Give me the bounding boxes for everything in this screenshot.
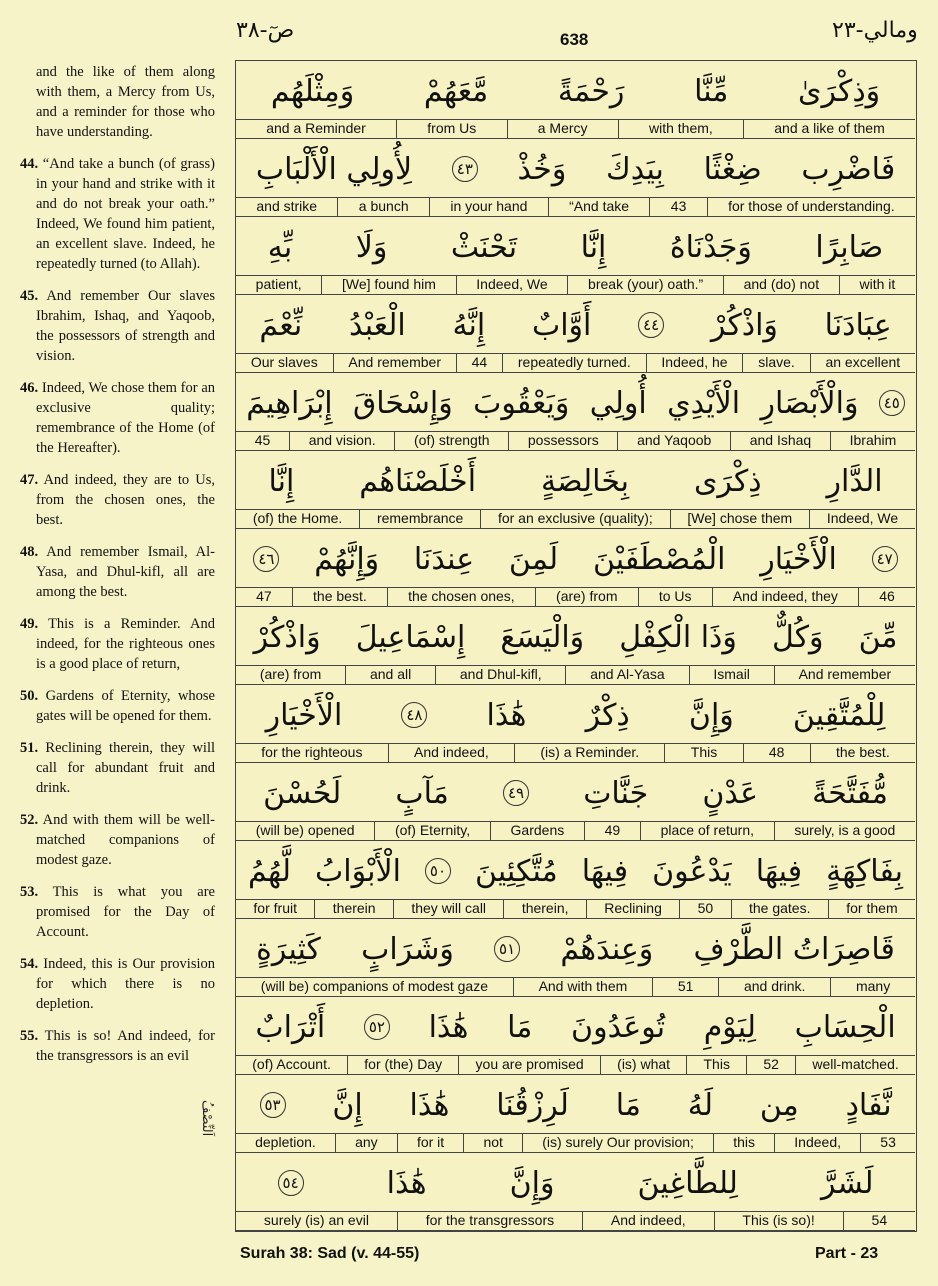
gloss-cell: This (is so)! bbox=[714, 1212, 843, 1230]
gloss-cell: a bunch bbox=[337, 198, 429, 216]
gloss-cell: many bbox=[830, 978, 915, 996]
arabic-word: وَكُلٌّ bbox=[771, 619, 824, 655]
english-gloss-line bbox=[236, 353, 915, 372]
gloss-cell: and strike bbox=[256, 198, 318, 214]
arabic-word: فَاضْرِب bbox=[801, 151, 896, 187]
gloss-cell: Indeed, We bbox=[456, 276, 568, 294]
arabic-word: وَعِندَهُمْ bbox=[560, 931, 654, 967]
verse-row bbox=[236, 295, 915, 373]
english-gloss-line bbox=[236, 1055, 915, 1074]
arabic-word: ضِغْثًا bbox=[703, 151, 762, 187]
verse-marker: ٥٣ bbox=[260, 1092, 286, 1118]
gloss-cell: they will call bbox=[393, 900, 503, 918]
arabic-word: رَحْمَةً bbox=[557, 73, 625, 109]
gloss-cell: [We] found him bbox=[321, 276, 455, 294]
arabic-word: لِيَوْمِ bbox=[703, 1009, 756, 1045]
english-gloss-line bbox=[236, 821, 915, 840]
arabic-line bbox=[236, 841, 915, 901]
arabic-word: وَشَرَابٍ bbox=[361, 931, 454, 967]
verse-row bbox=[236, 685, 915, 763]
arabic-word: بِّهِ bbox=[267, 229, 293, 265]
arabic-word: بِيَدِكَ bbox=[606, 151, 664, 187]
arabic-line bbox=[236, 763, 915, 823]
arabic-word: عِندَنَا bbox=[413, 541, 475, 577]
arabic-word: الدَّارِ bbox=[826, 463, 883, 499]
gloss-cell: with it bbox=[839, 276, 915, 294]
gloss-verse-number: 44 bbox=[456, 354, 502, 372]
english-gloss-line bbox=[236, 665, 915, 684]
arabic-word: وَإِنَّ bbox=[688, 697, 734, 733]
verse-marker: ٥٢ bbox=[364, 1014, 390, 1040]
english-gloss-line bbox=[236, 197, 915, 216]
arabic-word: وَاذْكُرْ bbox=[710, 307, 778, 343]
gloss-cell: and drink. bbox=[718, 978, 830, 996]
gloss-cell: surely, is a good bbox=[774, 822, 915, 840]
gloss-cell: for an exclusive (quality); bbox=[480, 510, 669, 528]
gloss-cell: for the righteous bbox=[261, 744, 363, 760]
english-gloss-line bbox=[236, 431, 915, 450]
arabic-word: نَّفَادٍ bbox=[845, 1087, 892, 1123]
verse-row bbox=[236, 841, 915, 919]
gloss-cell: This bbox=[664, 744, 742, 762]
translation-paragraph bbox=[20, 614, 215, 674]
gloss-cell: patient, bbox=[255, 276, 302, 292]
arabic-word: إِنَّهُ bbox=[452, 307, 486, 343]
gloss-cell: Ibrahim bbox=[830, 432, 915, 450]
gloss-cell: (will be) opened bbox=[255, 822, 355, 838]
arabic-word: وَإِنَّ bbox=[509, 1165, 555, 1201]
translation-text: And remember Ismail, Al-Yasa, and Dhul-kifl, all are among the best. bbox=[36, 544, 216, 600]
arabic-word: إِبْرَاهِيمَ bbox=[246, 385, 333, 421]
translation-column bbox=[20, 62, 215, 1078]
verse-number: 51. bbox=[20, 740, 39, 756]
arabic-word: عِبَادَنَا bbox=[824, 307, 892, 343]
arabic-word: يَدْعُونَ bbox=[652, 853, 732, 889]
gloss-cell: “And take bbox=[548, 198, 650, 216]
gloss-cell: for those of understanding. bbox=[707, 198, 915, 216]
verse-marker: ٤٨ bbox=[401, 702, 427, 728]
translation-text: and the like of them along with them, a Mercy from Us, and a reminder for those who have understanding. bbox=[36, 64, 215, 140]
gloss-verse-number: 54 bbox=[843, 1212, 915, 1230]
gloss-cell: Indeed, We bbox=[809, 510, 915, 528]
gloss-cell: and Al-Yasa bbox=[565, 666, 688, 684]
gloss-cell: Ismail bbox=[689, 666, 774, 684]
gloss-cell: Reclining bbox=[586, 900, 679, 918]
arabic-word: مِن bbox=[759, 1087, 799, 1123]
gloss-cell: And indeed, bbox=[388, 744, 514, 762]
gloss-cell: break (your) oath.” bbox=[567, 276, 723, 294]
gloss-cell: Our slaves bbox=[250, 354, 318, 370]
verse-marker: ٤٣ bbox=[452, 156, 478, 182]
arabic-word: لَهُ bbox=[687, 1087, 714, 1123]
gloss-cell: (is) what bbox=[600, 1056, 686, 1074]
arabic-word: الْأَيْدِي bbox=[667, 385, 741, 421]
arabic-word: عَدْنٍ bbox=[702, 775, 759, 811]
arabic-word: مَآبٍ bbox=[395, 775, 449, 811]
arabic-word: وَاذْكُرْ bbox=[253, 619, 321, 655]
translation-paragraph bbox=[20, 62, 215, 142]
arabic-word: لَمِنَ bbox=[508, 541, 559, 577]
gloss-verse-number: 53 bbox=[860, 1134, 915, 1152]
arabic-word: وَيَعْقُوبَ bbox=[473, 385, 570, 421]
english-gloss-line bbox=[236, 119, 915, 138]
arabic-word: وَإِنَّهُمْ bbox=[314, 541, 380, 577]
verse-number: 50. bbox=[20, 688, 39, 704]
gloss-cell: an excellent bbox=[810, 354, 915, 372]
translation-text: And remember Our slaves Ibrahim, Ishaq, and Yaqoob, the possessors of strength and vision. bbox=[36, 288, 215, 364]
translation-text: Gardens of Eternity, whose gates will be opened for them. bbox=[36, 688, 215, 724]
gloss-cell: And indeed, bbox=[582, 1212, 714, 1230]
arabic-word: بِفَاكِهَةٍ bbox=[826, 853, 903, 889]
gloss-verse-number: 51 bbox=[652, 978, 718, 996]
gloss-cell: the best. bbox=[292, 588, 387, 606]
arabic-word: صَابِرًا bbox=[815, 229, 884, 265]
arabic-word: لَرِزْقُنَا bbox=[496, 1087, 569, 1123]
surah-header-arabic: صٓ-٣٨ bbox=[236, 18, 295, 43]
gloss-cell: not bbox=[463, 1134, 522, 1152]
gloss-cell: And remember bbox=[774, 666, 915, 684]
arabic-word: مَا bbox=[507, 1009, 533, 1045]
translation-text: This is so! And indeed, for the transgressors is an evil bbox=[36, 1028, 215, 1064]
arabic-word: قَاصِرَاتُ الطَّرْفِ bbox=[693, 931, 895, 967]
arabic-word: وَذِكْرَىٰ bbox=[798, 73, 881, 109]
arabic-line bbox=[236, 61, 915, 121]
gloss-cell: this bbox=[713, 1134, 774, 1152]
english-gloss-line bbox=[236, 1133, 915, 1152]
translation-paragraph bbox=[20, 954, 215, 1014]
gloss-cell: and (do) not bbox=[723, 276, 839, 294]
gloss-cell: therein bbox=[314, 900, 393, 918]
arabic-word: كَثِيرَةٍ bbox=[256, 931, 321, 967]
translation-paragraph bbox=[20, 810, 215, 870]
verse-number: 52. bbox=[20, 812, 39, 828]
arabic-word: لِلطَّاغِينَ bbox=[637, 1165, 738, 1201]
english-gloss-line bbox=[236, 275, 915, 294]
arabic-word: لِلْمُتَّقِينَ bbox=[792, 697, 886, 733]
arabic-word: وَالْيَسَعَ bbox=[500, 619, 585, 655]
verse-marker: ٤٤ bbox=[638, 312, 664, 338]
arabic-word: أَتْرَابٌ bbox=[255, 1009, 326, 1045]
gloss-cell: place of return, bbox=[640, 822, 774, 840]
gloss-cell: any bbox=[335, 1134, 397, 1152]
arabic-word: جَنَّاتِ bbox=[583, 775, 649, 811]
arabic-word: مَا bbox=[615, 1087, 641, 1123]
gloss-cell: and vision. bbox=[289, 432, 394, 450]
gloss-verse-number: 45 bbox=[254, 432, 271, 448]
arabic-line bbox=[236, 295, 915, 355]
arabic-line bbox=[236, 919, 915, 979]
verse-marker: ٥٠ bbox=[425, 858, 451, 884]
arabic-word: أَوَّابٌ bbox=[531, 307, 592, 343]
gloss-cell: This bbox=[686, 1056, 746, 1074]
gloss-cell: therein, bbox=[503, 900, 585, 918]
arabic-line bbox=[236, 607, 915, 667]
translation-paragraph bbox=[20, 154, 215, 274]
arabic-word: هَٰذَا bbox=[409, 1087, 450, 1123]
gloss-cell: and a like of them bbox=[743, 120, 915, 138]
translation-paragraph bbox=[20, 378, 215, 458]
arabic-word: وَمِثْلَهُم bbox=[270, 73, 355, 109]
verse-row bbox=[236, 139, 915, 217]
translation-text: And indeed, they are to Us, from the chosen ones, the best. bbox=[36, 472, 215, 528]
translation-paragraph bbox=[20, 470, 215, 530]
gloss-cell: And remember bbox=[333, 354, 456, 372]
arabic-word: أُولِي bbox=[589, 385, 647, 421]
verse-marker: ٤٥ bbox=[879, 390, 905, 416]
translation-text: Indeed, We chose them for an exclusive quality; remembrance of the Home (of the Hereafter). bbox=[36, 380, 215, 456]
gloss-cell: and all bbox=[345, 666, 435, 684]
arabic-line bbox=[236, 217, 915, 277]
arabic-word: وَخُذْ bbox=[517, 151, 567, 187]
verse-number: 48. bbox=[20, 544, 39, 560]
english-gloss-line bbox=[236, 509, 915, 528]
arabic-word: إِسْمَاعِيلَ bbox=[355, 619, 466, 655]
verse-row bbox=[236, 763, 915, 841]
gloss-cell: (are) from bbox=[535, 588, 638, 606]
gloss-cell: (of) Eternity, bbox=[374, 822, 490, 840]
translation-text: Indeed, this is Our provision for which there is no depletion. bbox=[36, 956, 215, 1012]
gloss-cell: and Dhul-kifl, bbox=[435, 666, 565, 684]
gloss-verse-number: 47 bbox=[256, 588, 272, 604]
verse-marker: ٤٦ bbox=[253, 546, 279, 572]
gloss-cell: (is) surely Our provision; bbox=[522, 1134, 713, 1152]
gloss-cell: to Us bbox=[638, 588, 712, 606]
verse-number: 47. bbox=[20, 472, 39, 488]
gloss-cell: slave. bbox=[742, 354, 809, 372]
verse-number: 46. bbox=[20, 380, 39, 396]
arabic-word: الْحِسَابِ bbox=[794, 1009, 896, 1045]
translation-text: This is what you are promised for the Day of Account. bbox=[36, 884, 215, 940]
verse-row bbox=[236, 607, 915, 685]
arabic-word: أَخْلَصْنَاهُم bbox=[359, 463, 477, 499]
arabic-word: إِنَّا bbox=[268, 463, 295, 499]
verse-marker: ٥٤ bbox=[278, 1170, 304, 1196]
verse-row bbox=[236, 1153, 915, 1231]
gloss-cell: from Us bbox=[396, 120, 506, 138]
english-gloss-line bbox=[236, 899, 915, 918]
gloss-cell: possessors bbox=[508, 432, 617, 450]
arabic-word: مِّنَّا bbox=[694, 73, 729, 109]
part-header-arabic: ومالي-٢٣ bbox=[832, 18, 918, 43]
translation-text: Reclining therein, they will call for abundant fruit and drink. bbox=[36, 740, 215, 796]
verse-row bbox=[236, 373, 915, 451]
gloss-cell: and a Reminder bbox=[266, 120, 366, 136]
verse-marker: ٤٧ bbox=[872, 546, 898, 572]
verse-row bbox=[236, 919, 915, 997]
verse-marker: ٥١ bbox=[494, 936, 520, 962]
gloss-cell: depletion. bbox=[255, 1134, 316, 1150]
page-number: 638 bbox=[560, 30, 589, 49]
arabic-word: هَٰذَا bbox=[386, 1165, 427, 1201]
footer-part: Part - 23 bbox=[815, 1245, 879, 1262]
gloss-cell: the chosen ones, bbox=[387, 588, 535, 606]
arabic-word: وَالْأَبْصَارِ bbox=[760, 385, 859, 421]
gloss-cell: repeatedly turned. bbox=[502, 354, 646, 372]
gloss-cell: the gates. bbox=[731, 900, 828, 918]
arabic-word: لَشَرَّ bbox=[821, 1165, 874, 1201]
gloss-cell: in your hand bbox=[429, 198, 548, 216]
gloss-cell: for fruit bbox=[253, 900, 297, 916]
verse-row bbox=[236, 997, 915, 1075]
arabic-word: تَحْنَثْ bbox=[450, 229, 518, 265]
verse-row bbox=[236, 61, 915, 139]
gloss-cell: remembrance bbox=[359, 510, 480, 528]
arabic-line bbox=[236, 1153, 915, 1213]
verse-row bbox=[236, 451, 915, 529]
arabic-word: ذِكْرٌ bbox=[585, 697, 630, 733]
verse-number: 55. bbox=[20, 1028, 39, 1044]
verse-number: 49. bbox=[20, 616, 39, 632]
arabic-word: الْأَبْوَابُ bbox=[315, 853, 401, 889]
translation-paragraph bbox=[20, 1026, 215, 1066]
verse-number: 53. bbox=[20, 884, 39, 900]
arabic-line bbox=[236, 373, 915, 433]
arabic-word: الْعَبْدُ bbox=[348, 307, 406, 343]
translation-paragraph bbox=[20, 882, 215, 942]
arabic-word: مُّفَتَّحَةً bbox=[812, 775, 888, 811]
translation-text: And with them will be well-matched companions of modest gaze. bbox=[36, 812, 215, 868]
arabic-word: تُوعَدُونَ bbox=[571, 1009, 666, 1045]
gloss-cell: Indeed, bbox=[774, 1134, 860, 1152]
gloss-verse-number: 46 bbox=[858, 588, 915, 606]
gloss-cell: for it bbox=[397, 1134, 464, 1152]
arabic-word: لَّهُمُ bbox=[248, 853, 291, 889]
translation-paragraph bbox=[20, 738, 215, 798]
gloss-cell: for the transgressors bbox=[397, 1212, 582, 1230]
gloss-cell: a Mercy bbox=[507, 120, 618, 138]
verse-row bbox=[236, 529, 915, 607]
arabic-word: لِأُولِي الْأَلْبَابِ bbox=[255, 151, 413, 187]
verse-number: 54. bbox=[20, 956, 39, 972]
arabic-word: لَحُسْنَ bbox=[263, 775, 342, 811]
verse-number: 45. bbox=[20, 288, 39, 304]
gloss-cell: Indeed, he bbox=[646, 354, 743, 372]
arabic-line bbox=[236, 451, 915, 511]
english-gloss-line bbox=[236, 587, 915, 606]
gloss-cell: Gardens bbox=[490, 822, 584, 840]
arabic-word: فِيهَا bbox=[755, 853, 803, 889]
gloss-cell: the best. bbox=[810, 744, 915, 762]
gloss-cell: surely (is) an evil bbox=[263, 1212, 369, 1228]
english-gloss-line bbox=[236, 743, 915, 762]
arabic-word: وَلَا bbox=[355, 229, 388, 265]
gloss-cell: well-matched. bbox=[795, 1056, 915, 1074]
gloss-cell: (will be) companions of modest gaze bbox=[260, 978, 489, 994]
gloss-verse-number: 48 bbox=[743, 744, 810, 762]
english-gloss-line bbox=[236, 1211, 915, 1230]
arabic-word: الْأَخْيَارِ bbox=[760, 541, 837, 577]
gloss-cell: [We] chose them bbox=[670, 510, 809, 528]
arabic-word: وَجَدْنَاهُ bbox=[669, 229, 752, 265]
verse-marker: ٤٩ bbox=[503, 780, 529, 806]
gloss-cell: for (the) Day bbox=[347, 1056, 458, 1074]
gloss-verse-number: 43 bbox=[649, 198, 706, 216]
arabic-line bbox=[236, 685, 915, 745]
arabic-word: إِنَّا bbox=[580, 229, 607, 265]
gloss-cell: (are) from bbox=[259, 666, 322, 682]
verse-number: 44. bbox=[20, 156, 39, 172]
translation-paragraph bbox=[20, 686, 215, 726]
arabic-line bbox=[236, 529, 915, 589]
arabic-word: وَإِسْحَاقَ bbox=[353, 385, 453, 421]
gloss-cell: (of) the Home. bbox=[252, 510, 343, 526]
translation-text: This is a Reminder. And indeed, for the righteous ones is a good place of return, bbox=[36, 616, 215, 672]
gloss-cell: And indeed, they bbox=[712, 588, 858, 606]
gloss-cell: And with them bbox=[513, 978, 652, 996]
arabic-line bbox=[236, 997, 915, 1057]
gloss-cell: with them, bbox=[618, 120, 743, 138]
margin-note: اَلنِّصْفُ bbox=[199, 1100, 214, 1137]
arabic-word: هَٰذَا bbox=[486, 697, 527, 733]
arabic-word: مَّعَهُمْ bbox=[423, 73, 489, 109]
gloss-verse-number: 50 bbox=[679, 900, 730, 918]
arabic-word: مُتَّكِئِينَ bbox=[475, 853, 558, 889]
arabic-word: فِيهَا bbox=[581, 853, 629, 889]
arabic-word: إِنَّ bbox=[332, 1087, 363, 1123]
word-by-word-panel bbox=[235, 60, 917, 1232]
footer-surah: Surah 38: Sad (v. 44-55) bbox=[240, 1245, 420, 1262]
arabic-word: ذِكْرَى bbox=[693, 463, 762, 499]
verse-row bbox=[236, 217, 915, 295]
arabic-word: مِّنَ bbox=[858, 619, 898, 655]
arabic-line bbox=[236, 139, 915, 199]
verse-row bbox=[236, 1075, 915, 1153]
arabic-line bbox=[236, 1075, 915, 1135]
arabic-word: وَذَا الْكِفْلِ bbox=[619, 619, 737, 655]
translation-paragraph bbox=[20, 542, 215, 602]
gloss-cell: (of) strength bbox=[394, 432, 508, 450]
gloss-cell: and Yaqoob bbox=[617, 432, 730, 450]
gloss-cell: (of) Account. bbox=[252, 1056, 331, 1072]
gloss-verse-number: 52 bbox=[746, 1056, 795, 1074]
arabic-word: الْمُصْطَفَيْنَ bbox=[592, 541, 726, 577]
translation-text: “And take a bunch (of grass) in your hand and strike with it and do not break your oath.” Indeed, We found him patient, an excellent slave. Indeed, he repeatedly turned (to Allah). bbox=[36, 156, 216, 272]
gloss-cell: you are promised bbox=[458, 1056, 600, 1074]
gloss-cell: and Ishaq bbox=[730, 432, 830, 450]
translation-paragraph bbox=[20, 286, 215, 366]
gloss-cell: for them bbox=[828, 900, 915, 918]
arabic-word: نِّعْمَ bbox=[259, 307, 303, 343]
gloss-cell: (is) a Reminder. bbox=[514, 744, 664, 762]
arabic-word: الْأَخْيَارِ bbox=[265, 697, 343, 733]
english-gloss-line bbox=[236, 977, 915, 996]
arabic-word: بِخَالِصَةٍ bbox=[540, 463, 630, 499]
gloss-verse-number: 49 bbox=[584, 822, 640, 840]
arabic-word: هَٰذَا bbox=[428, 1009, 469, 1045]
